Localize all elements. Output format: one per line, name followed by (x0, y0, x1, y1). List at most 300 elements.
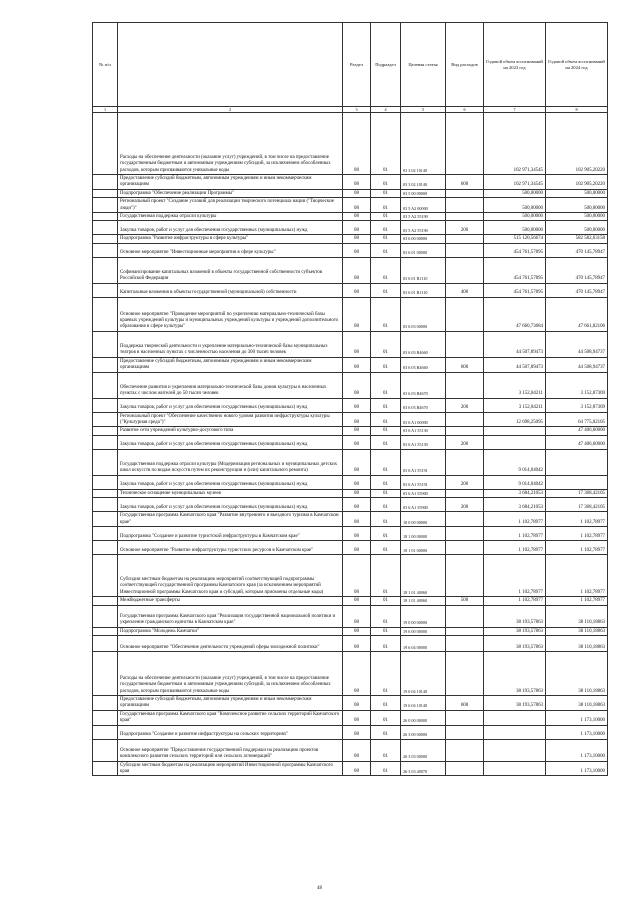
cell-podrazdel: 01 (371, 435, 401, 449)
cell-2023: 3 152,84211 (484, 372, 546, 398)
table-body (93, 107, 608, 776)
cell-2023 (484, 761, 546, 776)
cell-2024: 1 173,10000 (546, 739, 608, 761)
table-row (93, 235, 608, 243)
cell-2023: 9 014,04042 (484, 449, 546, 475)
table-row (93, 189, 608, 197)
cell-2024: 470 145,78947 (546, 283, 608, 297)
cell-num (93, 235, 118, 243)
cell-2023: 500,00000 (484, 213, 546, 221)
cell-target: 26 3 00 00000 (401, 725, 446, 739)
cell-target: 03 6 01 R1110 (401, 283, 446, 297)
cell-num (93, 635, 118, 651)
cell-2023: 12 698,25095 (484, 412, 546, 427)
cell-vid (446, 189, 484, 197)
cell-vid (446, 512, 484, 527)
cell-target: 26 3 03 40070 (401, 761, 446, 776)
cell-razdel: 08 (343, 605, 371, 627)
cell-vid (446, 541, 484, 555)
cell-podrazdel: 01 (371, 331, 401, 357)
cell-target: 03 6 A1 55130 (401, 435, 446, 449)
col-number: 8 (546, 107, 608, 113)
table-row (93, 605, 608, 627)
cell-target: 19 6 04 10140 (401, 651, 446, 695)
cell-2023 (484, 427, 546, 435)
cell-razdel: 08 (343, 541, 371, 555)
cell-name: Региональный проект "Создание условий для реализации творческого потенциала нации ("Творческие люди")" (118, 198, 343, 213)
cell-vid: 200 (446, 398, 484, 412)
table-row (93, 435, 608, 449)
cell-num (93, 710, 118, 725)
cell-name: Подпрограмма "Молодежь Камчатки" (118, 627, 343, 635)
cell-2024: 1 173,10000 (546, 761, 608, 776)
cell-name: Государственная поддержка отрасли культуры (Модернизация региональных и муниципальных детских школ искусств по видам искусств путем их реконструкции и (или) капитального ремонта) (118, 449, 343, 475)
table-row (93, 357, 608, 372)
cell-target: 18 1 00 00000 (401, 527, 446, 541)
cell-name: Закупка товаров, работ и услуг для обеспечения государственных (муниципальных) нужд (118, 398, 343, 412)
cell-razdel: 08 (343, 435, 371, 449)
header-target: Целевая статья (401, 23, 446, 107)
cell-razdel: 08 (343, 512, 371, 527)
cell-razdel: 08 (343, 498, 371, 512)
cell-name: Основное мероприятие "Инвестиционные мероприятия в сфере культуры" (118, 243, 343, 257)
cell-num (93, 627, 118, 635)
cell-vid (446, 372, 484, 398)
header-razdel: Раздел (343, 23, 371, 107)
cell-num (93, 175, 118, 190)
cell-podrazdel: 01 (371, 283, 401, 297)
cell-target: 03 5 A2 00000 (401, 198, 446, 213)
cell-num (93, 283, 118, 297)
cell-num (93, 198, 118, 213)
cell-razdel: 08 (343, 449, 371, 475)
cell-podrazdel: 01 (371, 357, 401, 372)
cell-target: 03 5 A2 55190 (401, 221, 446, 235)
col-number: 3 (343, 107, 371, 113)
cell-2024: 500,00000 (546, 213, 608, 221)
cell-name: Софинансирование капитальных вложений в объекты государственной собственности субъектов Российской Федерации (118, 257, 343, 283)
cell-name: Предоставление субсидий бюджетным, автономным учреждениям и иным некоммерческим организациям (118, 175, 343, 190)
cell-name: Закупка товаров, работ и услуг для обеспечения государственных (муниципальных) нужд (118, 435, 343, 449)
cell-target: 03 5 A2 55190 (401, 213, 446, 221)
cell-razdel: 08 (343, 235, 371, 243)
cell-name: Предоставление субсидий бюджетным, автономным учреждениям и иным некоммерческим организациям (118, 357, 343, 372)
cell-vid (446, 297, 484, 331)
cell-2023: 1 102,78977 (484, 541, 546, 555)
cell-podrazdel: 01 (371, 761, 401, 776)
cell-podrazdel: 01 (371, 489, 401, 497)
cell-vid (446, 605, 484, 627)
cell-target: 19 6 04 00000 (401, 635, 446, 651)
cell-2023: 44 507,89473 (484, 357, 546, 372)
cell-name: Основное мероприятие "Предоставление государственной поддержки на реализацию проектов комплексного развития сельских территорий или сельских агломераций" (118, 739, 343, 761)
cell-podrazdel: 01 (371, 725, 401, 739)
cell-podrazdel: 01 (371, 527, 401, 541)
cell-razdel: 08 (343, 739, 371, 761)
cell-2024: 3 152,87369 (546, 372, 608, 398)
cell-2023: 3 684,21053 (484, 498, 546, 512)
cell-razdel: 08 (343, 695, 371, 710)
cell-2023: 3 684,21053 (484, 489, 546, 497)
table-row (93, 512, 608, 527)
cell-name: Подпрограмма "Развитие инфраструктуры в сфере культуры" (118, 235, 343, 243)
cell-num (93, 221, 118, 235)
cell-num (93, 541, 118, 555)
cell-razdel: 08 (343, 597, 371, 605)
cell-num (93, 427, 118, 435)
cell-podrazdel: 01 (371, 213, 401, 221)
cell-name: Государственная программа Камчатского края "Комплексное развитие сельских территорий Камчатского края" (118, 710, 343, 725)
cell-target: 19 6 04 10140 (401, 695, 446, 710)
cell-2024: 44 508,94737 (546, 331, 608, 357)
cell-name: Государственная поддержка отрасли культуры (118, 213, 343, 221)
cell-vid (446, 725, 484, 739)
cell-razdel: 08 (343, 372, 371, 398)
cell-2024: 1 102,78977 (546, 512, 608, 527)
cell-vid (446, 412, 484, 427)
cell-2023 (484, 725, 546, 739)
cell-2023: 38 193,57863 (484, 605, 546, 627)
cell-name: Основное мероприятие "Проведение мероприятий по укреплению материально-технической базы краевых учреждений культуры и муниципальных учреждений культуры и учреждений дополнительного образования в сфере культуры" (118, 297, 343, 331)
cell-num (93, 498, 118, 512)
cell-name: Подпрограмма "Создание и развитие инфраструктуры на сельских территориях" (118, 725, 343, 739)
cell-2023: 47 660,73684 (484, 297, 546, 331)
cell-name: Обеспечение развития и укрепления материально-технической базы домов культуры в населенных пунктах с числом жителей до 50 тысяч человек (118, 372, 343, 398)
header-vid: Вид расходов (446, 23, 484, 107)
cell-vid (446, 449, 484, 475)
cell-podrazdel: 01 (371, 555, 401, 597)
cell-target: 19 0 00 00000 (401, 605, 446, 627)
cell-2024: 1 173,10000 (546, 725, 608, 739)
cell-razdel: 08 (343, 331, 371, 357)
cell-target: 03 5 00 00000 (401, 189, 446, 197)
table-row (93, 489, 608, 497)
cell-vid (446, 710, 484, 725)
cell-2024: 1 102,78977 (546, 541, 608, 555)
cell-podrazdel: 01 (371, 449, 401, 475)
cell-name: Закупка товаров, работ и услуг для обеспечения государственных (муниципальных) нужд (118, 475, 343, 489)
cell-target: 18 1 01 00000 (401, 541, 446, 555)
table-row (93, 257, 608, 283)
header-2023: Годовой объем ассигнований на 2023 год (484, 23, 546, 107)
cell-2024: 102 905,20220 (546, 113, 608, 175)
table-row (93, 213, 608, 221)
cell-razdel: 08 (343, 489, 371, 497)
cell-num (93, 412, 118, 427)
cell-podrazdel: 01 (371, 113, 401, 175)
cell-name: Основное мероприятие "Обеспечение деятельности учреждений сферы молодежной политики" (118, 635, 343, 651)
cell-target: 18 1 01 40060 (401, 555, 446, 597)
cell-name: Капитальные вложения в объекты государственной (муниципальной) собственности (118, 283, 343, 297)
cell-vid: 500 (446, 597, 484, 605)
cell-target: 03 6 A1 55900 (401, 489, 446, 497)
cell-num (93, 512, 118, 527)
cell-2024: 470 145,78947 (546, 257, 608, 283)
cell-num (93, 527, 118, 541)
cell-target: 03 6 A1 55130 (401, 427, 446, 435)
cell-2023: 3 152,84211 (484, 398, 546, 412)
cell-razdel: 08 (343, 257, 371, 283)
cell-podrazdel: 01 (371, 235, 401, 243)
cell-name: Основное мероприятие "Развитие инфраструктуры туристских ресурсов в Камчатском крае" (118, 541, 343, 555)
col-number: 7 (484, 107, 546, 113)
col-number: 1 (93, 107, 118, 113)
cell-2023: 454 761,57895 (484, 283, 546, 297)
cell-2024: 1 102,78977 (546, 555, 608, 597)
cell-name: Расходы на обеспечение деятельности (оказание услуг) учреждений, в том числе на предоставление государственным бюджетным и автономным учреждениям субсидий, за исключением обособленных расходов, которым присваиваются уникальные коды (118, 651, 343, 695)
cell-target: 18 1 01 40060 (401, 597, 446, 605)
cell-vid (446, 635, 484, 651)
cell-vid (446, 235, 484, 243)
cell-target: 03 6 03 00000 (401, 297, 446, 331)
table-row (93, 412, 608, 427)
cell-razdel: 08 (343, 627, 371, 635)
cell-num (93, 739, 118, 761)
cell-2023: 515 120,56674 (484, 235, 546, 243)
cell-target: 03 6 00 00000 (401, 235, 446, 243)
cell-razdel: 08 (343, 761, 371, 776)
cell-vid (446, 761, 484, 776)
cell-podrazdel: 01 (371, 651, 401, 695)
cell-2024: 38 110,18863 (546, 695, 608, 710)
cell-2024: 500,00000 (546, 198, 608, 213)
cell-num (93, 357, 118, 372)
cell-2023: 38 193,57863 (484, 627, 546, 635)
cell-vid (446, 555, 484, 597)
cell-razdel: 08 (343, 297, 371, 331)
table-row (93, 635, 608, 651)
cell-2024: 3 152,87369 (546, 398, 608, 412)
cell-num (93, 435, 118, 449)
table-row (93, 498, 608, 512)
cell-2024: 44 508,94737 (546, 357, 608, 372)
cell-podrazdel: 01 (371, 221, 401, 235)
cell-podrazdel: 01 (371, 710, 401, 725)
cell-2024: 17 368,42105 (546, 489, 608, 497)
col-number: 4 (371, 107, 401, 113)
table-row (93, 710, 608, 725)
col-number: 5 (401, 107, 446, 113)
cell-2024 (546, 475, 608, 489)
cell-target: 18 0 00 00000 (401, 512, 446, 527)
cell-num (93, 257, 118, 283)
cell-target: 26 3 03 00000 (401, 739, 446, 761)
table-row (93, 198, 608, 213)
table-row (93, 555, 608, 597)
cell-vid (446, 331, 484, 357)
table-row (93, 627, 608, 635)
cell-razdel: 08 (343, 198, 371, 213)
cell-2023: 500,00000 (484, 221, 546, 235)
cell-2024: 1 173,10000 (546, 710, 608, 725)
cell-2023: 38 193,57863 (484, 651, 546, 695)
cell-target: 03 3 02 10140 (401, 175, 446, 190)
cell-vid (446, 739, 484, 761)
cell-num (93, 297, 118, 331)
cell-2024: 1 102,78977 (546, 527, 608, 541)
table-row (93, 695, 608, 710)
cell-vid: 600 (446, 175, 484, 190)
cell-razdel: 08 (343, 398, 371, 412)
cell-2023: 44 507,89473 (484, 331, 546, 357)
cell-2023: 454 761,57895 (484, 257, 546, 283)
table-row (93, 475, 608, 489)
cell-2023: 102 971,34545 (484, 113, 546, 175)
table-row (93, 331, 608, 357)
table-row (93, 221, 608, 235)
cell-2024: 1 102,78977 (546, 597, 608, 605)
cell-target: 03 6 A1 00000 (401, 412, 446, 427)
cell-2023: 102 971,34545 (484, 175, 546, 190)
cell-name: Субсидии местным бюджетам на реализацию мероприятий соответствующей подпрограммы соответствующей государственной программы Камчатского края (за исключением мероприятий Инвестиционной программы Камчатского края и субсидий, которым присвоены отдельные коды) (118, 555, 343, 597)
cell-vid: 200 (446, 221, 484, 235)
table-row (93, 283, 608, 297)
cell-podrazdel: 01 (371, 412, 401, 427)
cell-num (93, 213, 118, 221)
cell-target: 03 6 A1 55191 (401, 475, 446, 489)
cell-name: Техническое оснащение муниципальных музеев (118, 489, 343, 497)
cell-2023: 454 761,57895 (484, 243, 546, 257)
header-2024: Годовой объем ассигнований на 2024 год (546, 23, 608, 107)
table-row (93, 297, 608, 331)
cell-num (93, 243, 118, 257)
cell-razdel: 08 (343, 221, 371, 235)
cell-name: Закупка товаров, работ и услуг для обеспечения государственных (муниципальных) нужд (118, 221, 343, 235)
cell-name: Развитие сети учреждений культурно-досугового типа (118, 427, 343, 435)
budget-table (92, 22, 608, 776)
cell-podrazdel: 01 (371, 257, 401, 283)
cell-name: Расходы на обеспечение деятельности (оказание услуг) учреждений, в том числе на предоставление государственным бюджетным и автономным учреждениям субсидий, за исключением обособленных расходов, которым присваиваются уникальные коды (118, 113, 343, 175)
cell-razdel: 08 (343, 189, 371, 197)
cell-razdel: 08 (343, 555, 371, 597)
cell-name: Государственная программа Камчатского края "Реализация государственной национальной политики и укрепление гражданского единства в Камчатском крае" (118, 605, 343, 627)
col-number: 6 (446, 107, 484, 113)
cell-podrazdel: 01 (371, 512, 401, 527)
cell-podrazdel: 01 (371, 739, 401, 761)
cell-num (93, 475, 118, 489)
cell-2024 (546, 449, 608, 475)
cell-2024: 47 661,82106 (546, 297, 608, 331)
cell-num (93, 725, 118, 739)
cell-razdel: 08 (343, 651, 371, 695)
cell-2024: 47 406,60000 (546, 435, 608, 449)
cell-num (93, 651, 118, 695)
cell-podrazdel: 01 (371, 189, 401, 197)
table-row (93, 725, 608, 739)
cell-vid: 200 (446, 435, 484, 449)
cell-2023: 500,00000 (484, 189, 546, 197)
cell-2023: 38 193,57863 (484, 635, 546, 651)
cell-2024: 17 368,42105 (546, 498, 608, 512)
cell-vid (446, 527, 484, 541)
cell-target: 03 6 03 R4670 (401, 398, 446, 412)
cell-2024: 64 775,02105 (546, 412, 608, 427)
table-row (93, 597, 608, 605)
cell-podrazdel: 01 (371, 695, 401, 710)
cell-podrazdel: 01 (371, 198, 401, 213)
cell-vid: 600 (446, 357, 484, 372)
cell-razdel: 08 (343, 475, 371, 489)
cell-podrazdel: 01 (371, 605, 401, 627)
cell-podrazdel: 01 (371, 597, 401, 605)
table-row (93, 427, 608, 435)
budget-table-sheet (92, 22, 607, 776)
cell-podrazdel: 01 (371, 635, 401, 651)
cell-2024: 500,00000 (546, 221, 608, 235)
cell-target: 03 6 03 R4660 (401, 331, 446, 357)
cell-vid (446, 489, 484, 497)
table-row (93, 651, 608, 695)
cell-name: Региональный проект "Обеспечение качественно нового уровня развития инфраструктуры культуры ("Культурная среда")" (118, 412, 343, 427)
col-number: 2 (118, 107, 343, 113)
cell-razdel: 08 (343, 357, 371, 372)
cell-vid: 400 (446, 283, 484, 297)
cell-2024: 38 110,18863 (546, 635, 608, 651)
cell-podrazdel: 01 (371, 475, 401, 489)
table-row (93, 761, 608, 776)
cell-2024: 38 110,18863 (546, 627, 608, 635)
cell-num (93, 761, 118, 776)
cell-razdel: 08 (343, 113, 371, 175)
cell-num (93, 555, 118, 597)
cell-name: Подпрограмма "Создание и развитие туристской инфраструктуры в Камчатском крае" (118, 527, 343, 541)
cell-razdel: 08 (343, 710, 371, 725)
cell-vid (446, 257, 484, 283)
cell-2024: 47 406,60000 (546, 427, 608, 435)
cell-podrazdel: 01 (371, 427, 401, 435)
cell-target: 26 0 00 00000 (401, 710, 446, 725)
cell-razdel: 08 (343, 427, 371, 435)
table-row (93, 398, 608, 412)
cell-2024: 500,00000 (546, 189, 608, 197)
cell-2023 (484, 710, 546, 725)
cell-2023: 1 102,78977 (484, 597, 546, 605)
cell-podrazdel: 01 (371, 297, 401, 331)
header-num: № п/п (93, 23, 118, 107)
cell-target: 03 6 03 R4660 (401, 357, 446, 372)
cell-vid: 600 (446, 695, 484, 710)
cell-name: Подпрограмма "Обеспечение реализации Программы" (118, 189, 343, 197)
cell-2023: 1 102,78977 (484, 512, 546, 527)
cell-2024: 470 145,78947 (546, 243, 608, 257)
cell-vid (446, 198, 484, 213)
cell-target: 03 6 01 00000 (401, 243, 446, 257)
cell-name: Поддержка творческой деятельности и укрепление материально-технической базы муниципальных театров в населенных пунктах с численностью населения до 300 тысяч человек (118, 331, 343, 357)
cell-razdel: 08 (343, 175, 371, 190)
table-row (93, 739, 608, 761)
cell-target: 19 6 00 00000 (401, 627, 446, 635)
header-name (118, 23, 343, 107)
table-row (93, 243, 608, 257)
header-podrazdel: Подраздел (371, 23, 401, 107)
cell-razdel: 08 (343, 283, 371, 297)
cell-podrazdel: 01 (371, 243, 401, 257)
cell-2023 (484, 435, 546, 449)
table-row (93, 541, 608, 555)
cell-num (93, 372, 118, 398)
cell-num (93, 189, 118, 197)
cell-2023: 1 102,78977 (484, 527, 546, 541)
cell-razdel: 08 (343, 412, 371, 427)
cell-name: Закупка товаров, работ и услуг для обеспечения государственных (муниципальных) нужд (118, 498, 343, 512)
table-row (93, 527, 608, 541)
cell-name: Государственная программа Камчатского края "Развитие внутреннего и въездного туризма в Камчатском крае" (118, 512, 343, 527)
cell-2023 (484, 739, 546, 761)
cell-2024: 38 110,18863 (546, 605, 608, 627)
cell-num (93, 489, 118, 497)
cell-podrazdel: 01 (371, 398, 401, 412)
cell-razdel: 08 (343, 527, 371, 541)
